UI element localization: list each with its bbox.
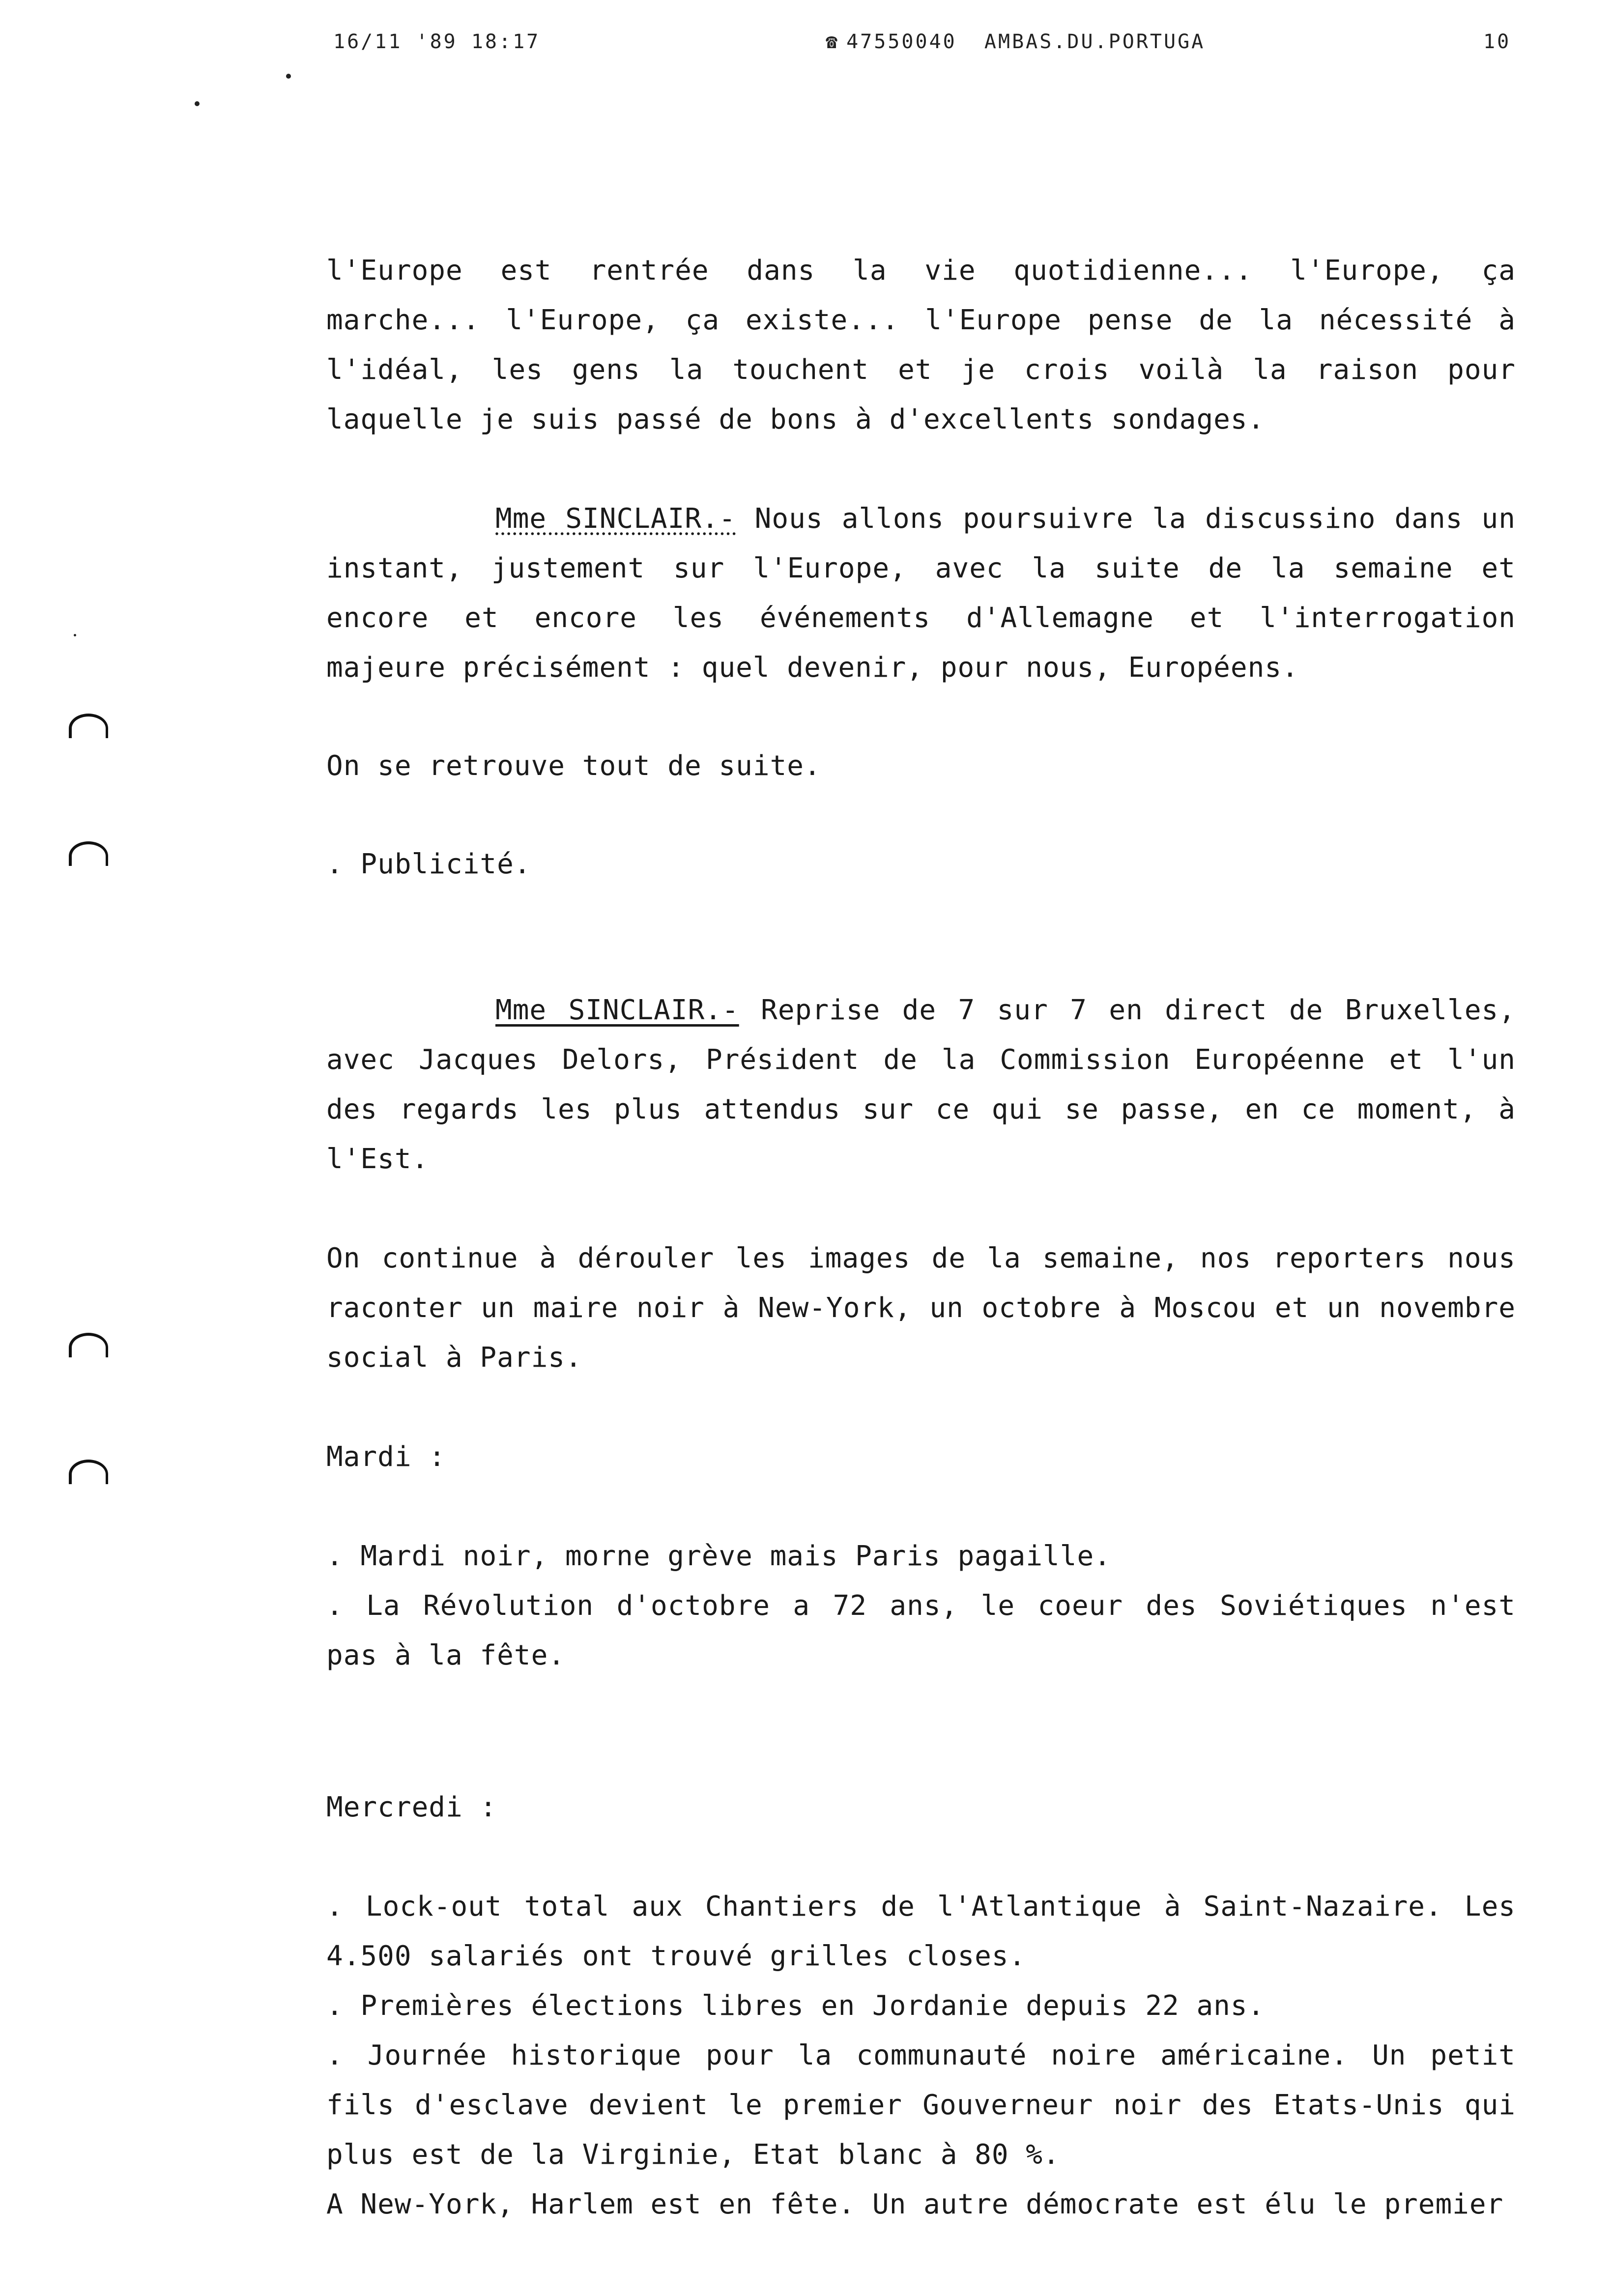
paragraph-retrouve: On se retrouve tout de suite. <box>326 750 821 782</box>
list-item: . Journée historique pour la communauté noire américaine. Un petit fils d'esclave devient le premier Gouverneur noir des Etats-Unis qui plus est de la Virginie, Etat blanc à 80 %. <box>326 2031 1516 2180</box>
publicite-label: . Publicité. <box>326 848 531 880</box>
punch-hole <box>69 714 108 738</box>
list-item: . La Révolution d'octobre a 72 ans, le coeur des Soviétiques n'est pas à la fête. <box>326 1581 1516 1680</box>
punch-hole <box>69 1460 108 1484</box>
fax-header <box>0 30 1612 60</box>
fax-sender-line <box>826 30 1205 53</box>
telephone-icon: ☎ <box>826 30 840 53</box>
paragraph-continue: On continue à dérouler les images de la semaine, nos reporters nous raconter un maire noir à New-York, un octobre à Moscou et un novembre social à Paris. <box>326 1242 1516 1374</box>
punch-hole <box>69 841 108 866</box>
paragraph-sinclair-1 <box>326 494 1516 692</box>
mardi-list <box>326 1531 1516 1680</box>
paragraph-newyork: A New-York, Harlem est en fête. Un autre démocrate est élu le premier <box>326 2188 1504 2220</box>
punch-hole <box>69 1333 108 1357</box>
list-item: . Mardi noir, morne grève mais Paris pagaille. <box>326 1531 1516 1581</box>
scan-speck <box>195 101 200 106</box>
scan-speck <box>286 74 291 79</box>
fax-page-number: 10 <box>1483 30 1511 53</box>
fax-number: 47550040 <box>846 30 957 53</box>
speaker-name: Mme SINCLAIR.- <box>495 994 739 1026</box>
speech-text: Reprise de 7 sur 7 en direct de Bruxelles, avec Jacques Delors, Président de la Commission Européenne et l'un des regards les plus attendus sur ce qui se passe, en ce moment, à l'Est. <box>326 994 1516 1175</box>
speech-text: Nous allons poursuivre la discussino dans un instant, justement sur l'Europe, avec la suite de la semaine et encore et encore les événements d'Allemagne et l'interrogation majeure précisément : quel devenir, pour nous, Européens. <box>326 503 1516 684</box>
list-item: . Premières élections libres en Jordanie depuis 22 ans. <box>326 1981 1516 2031</box>
fax-sender: AMBAS.DU.PORTUGA <box>984 30 1206 53</box>
paragraph-sinclair-2 <box>326 985 1516 1184</box>
list-item: . Lock-out total aux Chantiers de l'Atlantique à Saint-Nazaire. Les 4.500 salariés ont trouvé grilles closes. <box>326 1882 1516 1981</box>
heading-mardi: Mardi : <box>326 1441 446 1473</box>
heading-mercredi: Mercredi : <box>326 1791 497 1823</box>
speaker-name: Mme SINCLAIR.- <box>495 503 736 535</box>
paragraph-intro: l'Europe est rentrée dans la vie quotidienne... l'Europe, ça marche... l'Europe, ça existe... l'Europe pense de la nécessité à l'idéal, les gens la touchent et je crois voilà la raison pour laquelle je suis passé de bons à d'excellents sondages. <box>326 255 1516 435</box>
mercredi-list <box>326 1882 1516 2180</box>
scan-speck <box>74 634 76 636</box>
transcript-body <box>326 246 1516 2229</box>
fax-datetime: 16/11 '89 18:17 <box>333 30 541 53</box>
